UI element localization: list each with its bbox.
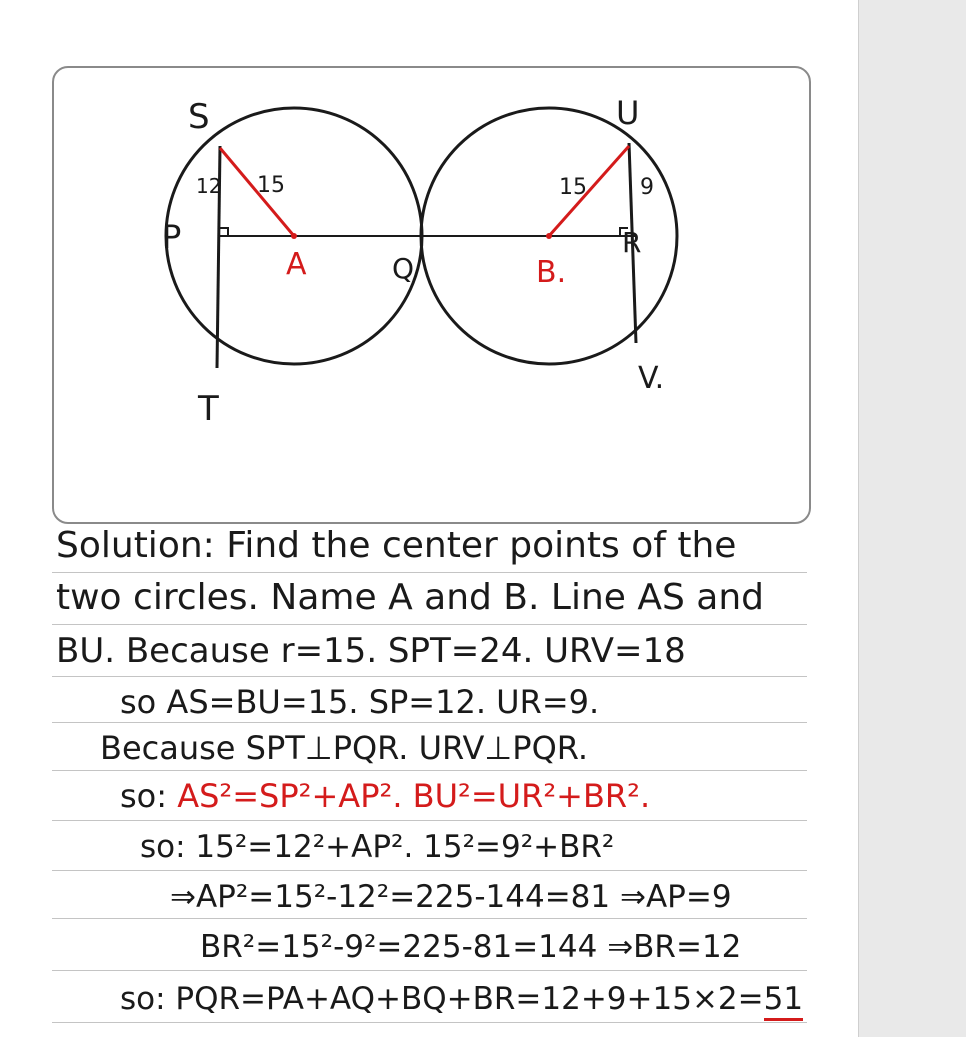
solution-line-6	[120, 777, 651, 815]
ruled-line	[52, 572, 807, 573]
center-b-dot	[546, 233, 552, 239]
label-a: A	[286, 247, 307, 282]
label-p: P	[162, 218, 182, 256]
solution-line-2: two circles. Name A and B. Line AS and	[56, 577, 765, 618]
ruled-line	[52, 970, 807, 971]
center-a-dot	[291, 233, 297, 239]
label-s: S	[188, 97, 210, 137]
label-sp-length: 12	[196, 174, 222, 198]
solution-line-10-text: so: PQR=PA+AQ+BQ+BR=12+9+15×2=	[120, 981, 764, 1017]
label-as-length: 15	[257, 173, 285, 198]
solution-line-8: ⇒AP²=15²-12²=225-144=81 ⇒AP=9	[170, 879, 732, 915]
solution-line-1: Solution: Find the center points of the	[56, 525, 737, 566]
two-circles-diagram	[54, 68, 809, 522]
label-v: V.	[638, 361, 665, 396]
ruled-line	[52, 870, 807, 871]
solution-line-5: Because SPT⊥PQR. URV⊥PQR.	[100, 729, 589, 767]
label-t: T	[198, 389, 219, 429]
figure-box	[52, 66, 811, 524]
ruled-line	[52, 1022, 807, 1023]
solution-line-9: BR²=15²-9²=225-81=144 ⇒BR=12	[200, 929, 742, 965]
ruled-line	[52, 918, 807, 919]
label-bu-length: 15	[559, 175, 587, 200]
final-answer: 51	[764, 981, 803, 1021]
solution-line-10	[120, 981, 804, 1017]
label-b: B.	[536, 255, 567, 290]
label-q: Q	[392, 252, 415, 285]
ruled-line	[52, 624, 807, 625]
solution-line-6-highlight: AS²=SP²+AP². BU²=UR²+BR².	[177, 777, 651, 815]
label-ur-length: 9	[640, 175, 654, 200]
solution-line-6-prefix: so:	[120, 777, 168, 815]
label-u: U	[616, 94, 640, 132]
solution-line-3: BU. Because r=15. SPT=24. URV=18	[56, 631, 686, 671]
solution-line-7: so: 15²=12²+AP². 15²=9²+BR²	[140, 829, 615, 865]
solution-line-4: so AS=BU=15. SP=12. UR=9.	[120, 683, 600, 721]
label-r: R	[622, 226, 642, 259]
right-angle-p	[220, 228, 228, 236]
ruled-line	[52, 770, 807, 771]
ruled-line	[52, 820, 807, 821]
ruled-line	[52, 722, 807, 723]
ruled-line	[52, 676, 807, 677]
